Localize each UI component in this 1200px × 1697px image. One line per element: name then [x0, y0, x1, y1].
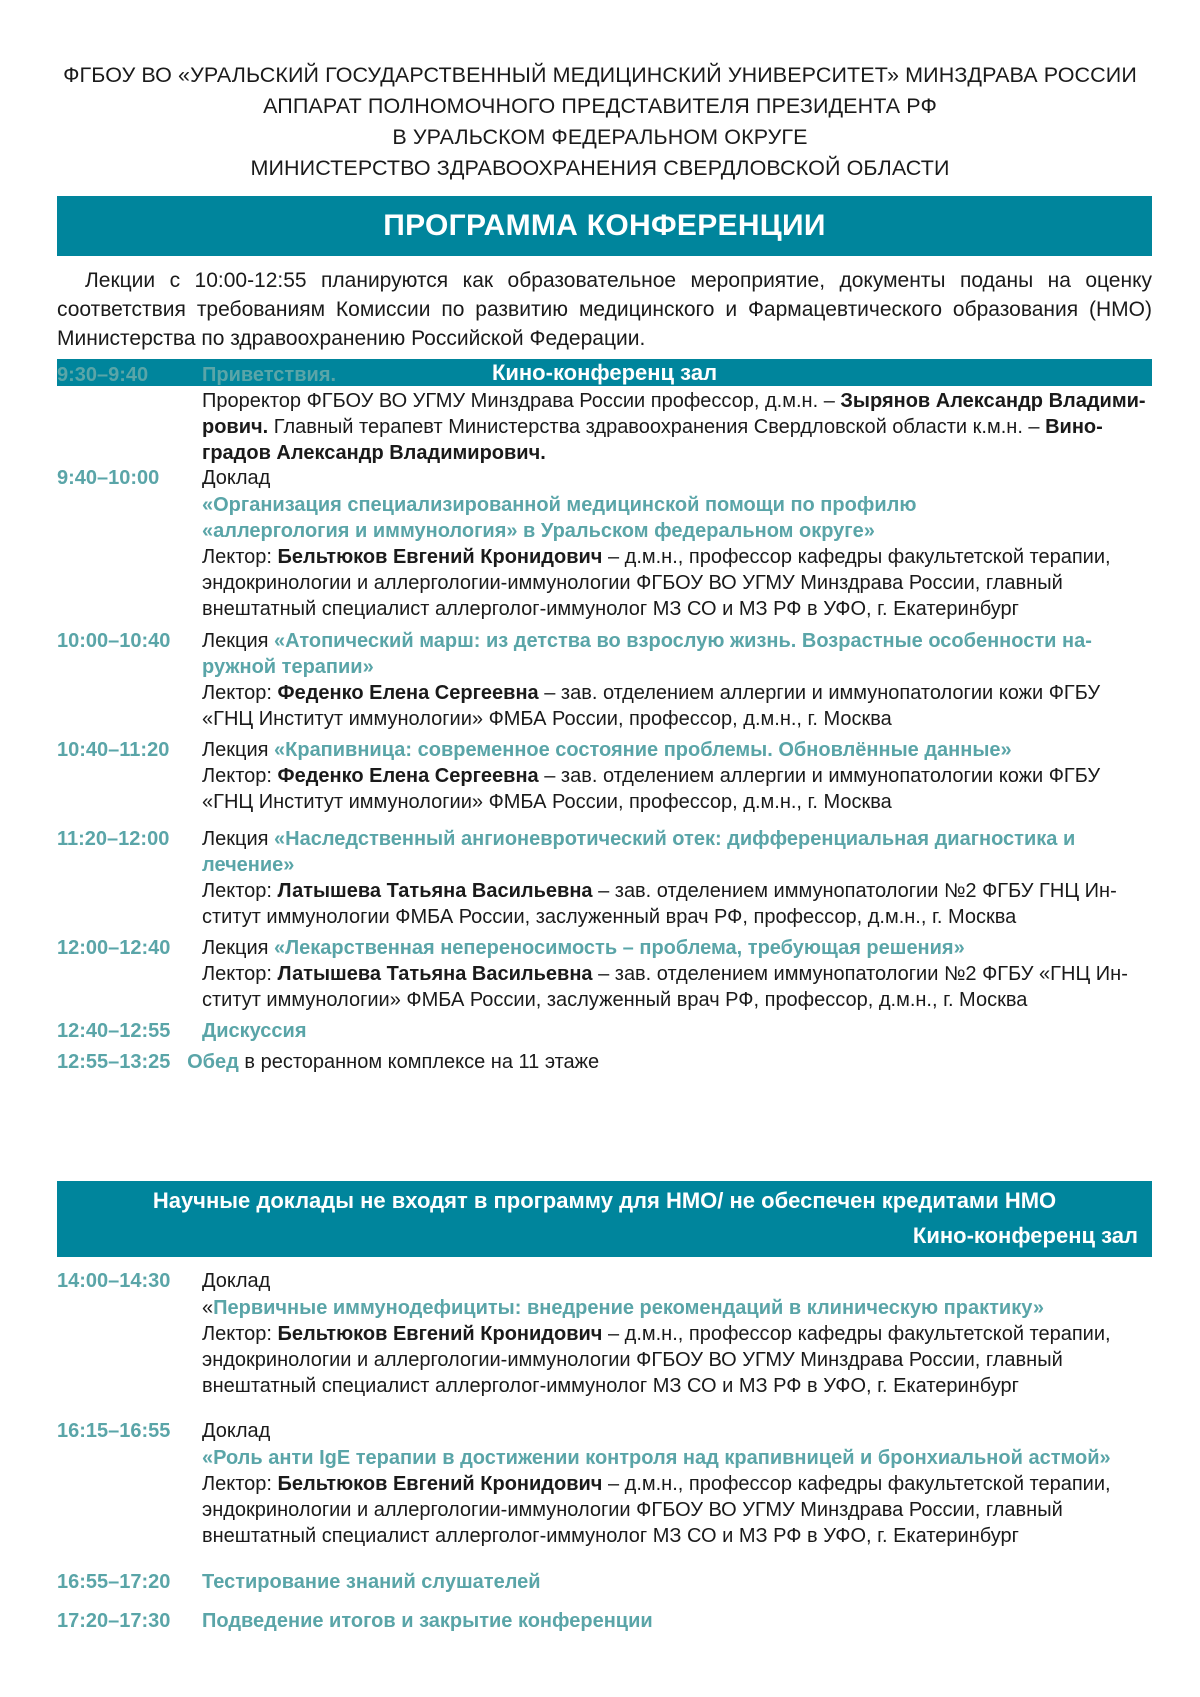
- lecturer-details: – зав. отделением аллергии и иммунопатологии кожи ФГБУ: [538, 682, 1101, 704]
- science-reports-banner: [57, 1181, 1152, 1257]
- item-type: Лекция: [202, 937, 275, 959]
- lecturer-line: [202, 544, 1157, 570]
- lecturer-details-line: «ГНЦ Институт иммунологии» ФМБА России, профессор, д.м.н., г. Москва: [202, 791, 892, 813]
- item-title-line: «Организация специализированной медицинской помощи по профилю: [202, 494, 917, 516]
- time-slot: 12:40–12:55: [57, 1020, 171, 1042]
- time-slot: 9:40–10:00: [57, 467, 160, 489]
- lecturer-line: [202, 961, 1157, 987]
- lecturer-label: Лектор:: [202, 880, 278, 902]
- time-slot: 12:55–13:25: [57, 1051, 171, 1073]
- hall-banner: Кино-конференц зал: [57, 359, 1152, 386]
- science-banner-hall: Кино-конференц зал: [912, 1223, 1138, 1248]
- lecturer-label: Лектор:: [202, 1473, 278, 1495]
- lecturer-details-line: эндокринологии и аллергологии-иммунологии ФГБОУ ВО УГМУ Минздрава России, главный: [202, 1499, 1063, 1521]
- time-slot: 10:40–11:20: [57, 739, 170, 761]
- program-item-lecture: [202, 935, 1157, 1013]
- organizer-line-ministry: МИНИСТЕРСТВО ЗДРАВООХРАНЕНИЯ СВЕРДЛОВСКОЙ ОБЛАСТИ: [250, 156, 950, 180]
- lecturer-label: Лектор:: [202, 765, 278, 787]
- item-description-line: [202, 388, 1157, 414]
- program-item-closing: [202, 1608, 1157, 1634]
- program-item-lunch: [57, 1049, 599, 1075]
- item-title: «Роль анти IgE терапии в достижении контроля над крапивницей и бронхиальной астмой»: [202, 1447, 1111, 1469]
- speaker-name: градов Александр Владимирович.: [202, 442, 546, 464]
- item-title: «Крапивница: современное состояние проблемы. Обновлённые данные»: [274, 739, 1012, 761]
- lecturer-line: [202, 878, 1157, 904]
- time-slot: 11:20–12:00: [57, 828, 170, 850]
- item-type: Доклад: [202, 1420, 271, 1442]
- time-slot: 16:15–16:55: [57, 1420, 171, 1442]
- lecturer-details-line: внештатный специалист аллерголог-иммунолог МЗ СО и МЗ РФ в УФО, г. Екатеринбург: [202, 1375, 1019, 1397]
- time-slot: 9:30–9:40: [57, 364, 149, 386]
- program-title-banner: ПРОГРАММА КОНФЕРЕНЦИИ: [57, 196, 1152, 256]
- item-description-line: [202, 414, 1157, 440]
- lecturer-details: – д.м.н., профессор кафедры факультетской терапии,: [602, 1323, 1111, 1345]
- lecturer-label: Лектор:: [202, 546, 278, 568]
- time-slot: 17:20–17:30: [57, 1610, 171, 1632]
- science-banner-title: Научные доклады не входят в программу для НМО/ не обеспечен кредитами НМО: [152, 1188, 1057, 1213]
- speaker-name: Вино-: [1045, 416, 1103, 438]
- lecturer-name: Бельтюков Евгений Кронидович: [277, 546, 603, 568]
- program-item-lecture: [202, 826, 1157, 930]
- lecturer-line: [202, 1471, 1157, 1497]
- time-slot: 14:00–14:30: [57, 1270, 171, 1292]
- lecturer-name: Латышева Татьяна Васильевна: [277, 880, 593, 902]
- lecturer-line: [202, 763, 1157, 789]
- lecturer-details: – д.м.н., профессор кафедры факультетской терапии,: [602, 546, 1111, 568]
- text-segment: Главный терапевт Министерства здравоохранения Свердловской области к.м.н. –: [268, 416, 1046, 438]
- intro-paragraph: Лекции с 10:00-12:55 планируются как образовательное мероприятие, документы поданы на оценку соответствия требованиям Комиссии по развитию медицинского и Фармацевтического образования (НМО) Министерства по здравоохранению Российской Федерации.: [57, 269, 1152, 350]
- lecturer-line: [202, 680, 1157, 706]
- program-item-report: [202, 1268, 1157, 1399]
- item-description-line: [202, 440, 1157, 466]
- lecturer-details: – зав. отделением иммунопатологии №2 ФГБУ «ГНЦ Ин-: [592, 963, 1128, 985]
- time-slot: 12:00–12:40: [57, 937, 171, 959]
- lecturer-label: Лектор:: [202, 1323, 278, 1345]
- lecturer-name: Латышева Татьяна Васильевна: [277, 963, 593, 985]
- lecturer-details-line: внештатный специалист аллерголог-иммунолог МЗ СО и МЗ РФ в УФО, г. Екатеринбург: [202, 1525, 1019, 1547]
- item-title: Дискуссия: [202, 1020, 307, 1042]
- lecturer-label: Лектор:: [202, 682, 278, 704]
- lecturer-details-line: эндокринологии и аллергологии-иммунологии ФГБОУ ВО УГМУ Минздрава России, главный: [202, 1349, 1063, 1371]
- program-item-report: [202, 465, 1157, 622]
- item-title: Приветствия.: [202, 364, 337, 386]
- item-description: в ресторанном комплексе на 11 этаже: [238, 1051, 600, 1073]
- lecturer-details-line: эндокринологии и аллергологии-иммунологии ФГБОУ ВО УГМУ Минздрава России, главный: [202, 572, 1063, 594]
- lecturer-name: Бельтюков Евгений Кронидович: [277, 1323, 603, 1345]
- speaker-name: Зырянов Александр Владими-: [840, 390, 1146, 412]
- program-item-greetings: [202, 362, 1157, 466]
- lecturer-name: Феденко Елена Сергеевна: [277, 765, 539, 787]
- item-title: Первичные иммунодефициты: внедрение рекомендаций в клиническую практику»: [213, 1297, 1044, 1319]
- item-type: Доклад: [202, 467, 271, 489]
- lecturer-details-line: ститут иммунологии ФМБА России, заслуженный врач РФ, профессор, д.м.н., г. Москва: [202, 906, 1017, 928]
- item-title: Подведение итогов и закрытие конференции: [202, 1610, 653, 1632]
- program-item-lecture: [202, 628, 1157, 732]
- program-item-discussion: [202, 1018, 1157, 1044]
- lecturer-label: Лектор:: [202, 963, 278, 985]
- item-type: Лекция: [202, 739, 275, 761]
- item-title: Тестирование знаний слушателей: [202, 1571, 541, 1593]
- item-title-line: лечение»: [202, 854, 295, 876]
- item-type: Лекция: [202, 828, 275, 850]
- lecturer-line: [202, 1321, 1157, 1347]
- item-type: Доклад: [202, 1270, 271, 1292]
- text-segment: Проректор ФГБОУ ВО УГМУ Минздрава России профессор, д.м.н. –: [202, 390, 841, 412]
- lecturer-details: – зав. отделением аллергии и иммунопатологии кожи ФГБУ: [538, 765, 1101, 787]
- program-item-lecture: [202, 737, 1157, 815]
- item-title-line: «аллергология и иммунология» в Уральском федеральном округе»: [202, 520, 875, 542]
- lecturer-details-line: «ГНЦ Институт иммунологии» ФМБА России, профессор, д.м.н., г. Москва: [202, 708, 892, 730]
- lecturer-name: Бельтюков Евгений Кронидович: [277, 1473, 603, 1495]
- lecturer-details-line: внештатный специалист аллерголог-иммунолог МЗ СО и МЗ РФ в УФО, г. Екатеринбург: [202, 598, 1019, 620]
- quote-mark: «: [202, 1297, 214, 1319]
- speaker-name: рович.: [202, 416, 269, 438]
- lecturer-details-line: ститут иммунологии» ФМБА России, заслуженный врач РФ, профессор, д.м.н., г. Москва: [202, 989, 1028, 1011]
- item-title: Обед: [187, 1051, 239, 1073]
- lecturer-details: – зав. отделением иммунопатологии №2 ФГБУ ГНЦ Ин-: [592, 880, 1117, 902]
- lecturer-details: – д.м.н., профессор кафедры факультетской терапии,: [602, 1473, 1111, 1495]
- item-title: «Лекарственная непереносимость – проблема, требующая решения»: [274, 937, 965, 959]
- program-item-report: [202, 1418, 1157, 1549]
- organizer-line-university: ФГБОУ ВО «УРАЛЬСКИЙ ГОСУДАРСТВЕННЫЙ МЕДИЦИНСКИЙ УНИВЕРСИТЕТ» МИНЗДРАВА РОССИИ: [63, 63, 1137, 87]
- time-slot: 10:00–10:40: [57, 630, 171, 652]
- item-type: Лекция: [202, 630, 275, 652]
- organizer-line-district: В УРАЛЬСКОМ ФЕДЕРАЛЬНОМ ОКРУГЕ: [392, 125, 808, 149]
- item-title-line: ружной терапии»: [202, 656, 374, 678]
- item-title: «Атопический марш: из детства во взрослую жизнь. Возрастные особенности на-: [274, 630, 1092, 652]
- item-title: «Наследственный ангионевротический отек: дифференциальная диагностика и: [274, 828, 1076, 850]
- lecturer-name: Феденко Елена Сергеевна: [277, 682, 539, 704]
- organizers-header: [0, 60, 1200, 184]
- time-slot: 16:55–17:20: [57, 1571, 171, 1593]
- organizer-line-apparatus: АППАРАТ ПОЛНОМОЧНОГО ПРЕДСТАВИТЕЛЯ ПРЕЗИДЕНТА РФ: [263, 94, 937, 118]
- program-item-testing: [202, 1569, 1157, 1595]
